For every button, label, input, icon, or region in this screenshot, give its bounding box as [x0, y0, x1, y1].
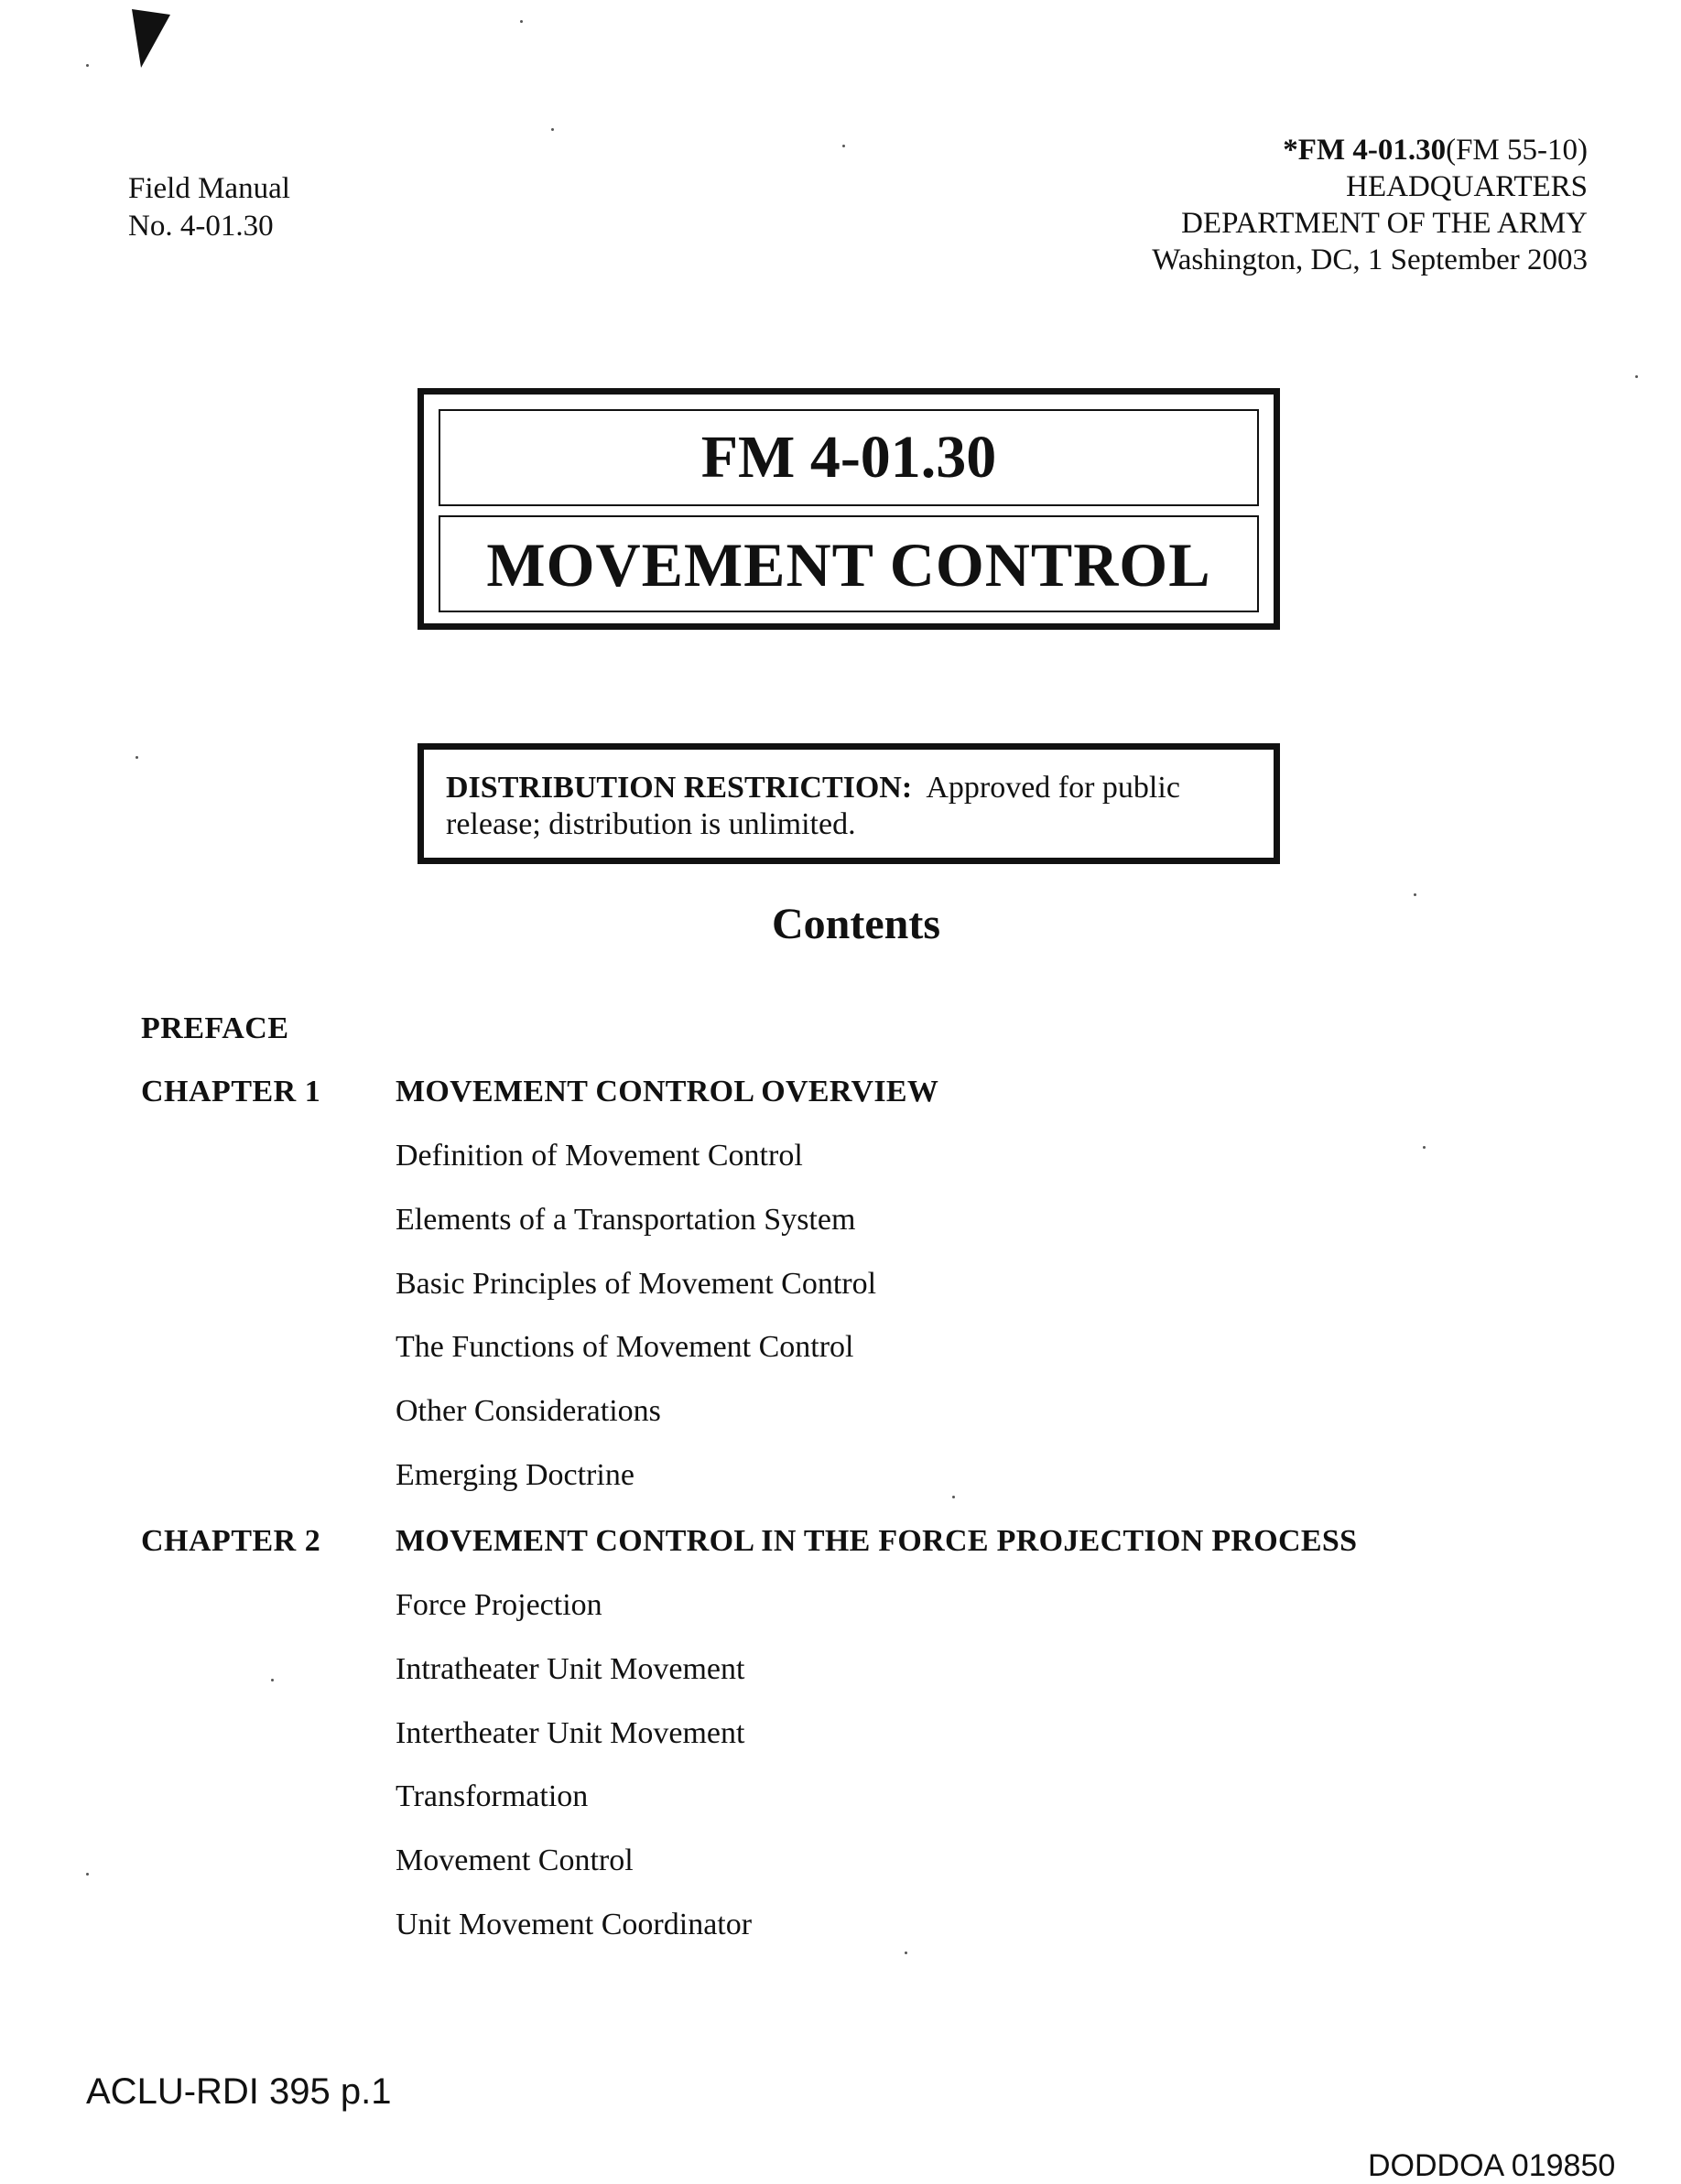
scan-speck: [136, 756, 138, 759]
toc-item: Intertheater Unit Movement: [396, 1716, 745, 1750]
footer-bates-number: DODDOA 019850: [1368, 2148, 1616, 2183]
distribution-box: [418, 743, 1280, 864]
toc-item: Elements of a Transportation System: [396, 1203, 856, 1237]
scan-speck: [952, 1496, 955, 1498]
distribution-text: Approved for public release; distribution is unlimited.: [446, 771, 1180, 841]
toc-item: The Functions of Movement Control: [396, 1330, 854, 1364]
scan-speck: [1423, 1146, 1426, 1149]
toc-item: Movement Control: [396, 1843, 634, 1877]
header-left: [128, 170, 290, 245]
toc-item: Emerging Doctrine: [396, 1458, 634, 1492]
toc-item: Transformation: [396, 1779, 589, 1813]
scan-speck: [520, 20, 523, 23]
scan-speck: [842, 145, 845, 147]
toc-item: Other Considerations: [396, 1394, 661, 1428]
scan-speck: [551, 128, 554, 131]
scan-speck: [1635, 375, 1638, 378]
document-title: MOVEMENT CONTROL: [439, 515, 1259, 612]
scan-speck: [86, 1873, 89, 1876]
toc-chapter-2-heading: MOVEMENT CONTROL IN THE FORCE PROJECTION PROCESS: [396, 1524, 1358, 1558]
toc-chapter-1-heading: MOVEMENT CONTROL OVERVIEW: [396, 1075, 939, 1108]
department-line: DEPARTMENT OF THE ARMY: [1181, 207, 1588, 240]
scan-speck: [86, 64, 89, 67]
scan-speck: [271, 1679, 274, 1681]
toc-item: Basic Principles of Movement Control: [396, 1267, 877, 1301]
contents-title: Contents: [771, 900, 940, 948]
distribution-label: DISTRIBUTION RESTRICTION:: [446, 771, 913, 805]
toc-chapter-1-label: CHAPTER 1: [141, 1075, 321, 1108]
header-right: [1152, 132, 1588, 278]
title-box: [418, 388, 1280, 630]
scan-speck: [905, 1952, 907, 1954]
designation-supersedes: (FM 55-10): [1446, 134, 1588, 167]
toc-item: Force Projection: [396, 1588, 602, 1622]
headquarters-line: HEADQUARTERS: [1346, 170, 1588, 203]
date-line: Washington, DC, 1 September 2003: [1152, 243, 1588, 276]
designation-bold: *FM 4-01.30: [1283, 134, 1447, 167]
field-manual-number: No. 4-01.30: [128, 210, 274, 243]
toc-preface: PREFACE: [141, 1011, 289, 1045]
title-code: FM 4-01.30: [439, 409, 1259, 506]
manual-designation: [1152, 132, 1588, 168]
field-manual-label: Field Manual: [128, 172, 290, 205]
toc-item: Intratheater Unit Movement: [396, 1652, 745, 1686]
toc-item: Definition of Movement Control: [396, 1139, 803, 1173]
footer-reference: ACLU-RDI 395 p.1: [86, 2071, 392, 2112]
toc-chapter-2-label: CHAPTER 2: [141, 1524, 321, 1558]
scan-speck: [1414, 893, 1416, 896]
toc-item: Unit Movement Coordinator: [396, 1908, 753, 1941]
